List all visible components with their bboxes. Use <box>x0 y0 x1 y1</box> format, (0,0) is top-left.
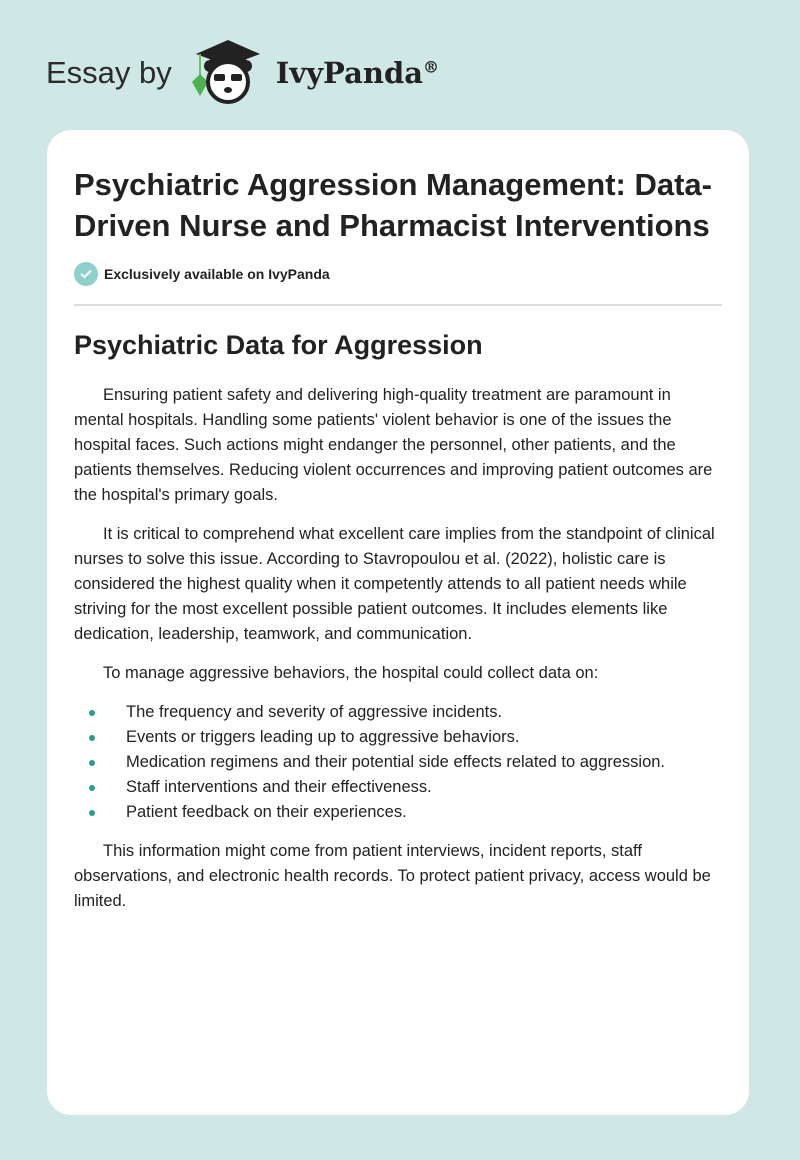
list-item: Medication regimens and their potential side effects related to aggression. <box>74 750 722 775</box>
list-item: Staff interventions and their effectiveness. <box>74 775 722 800</box>
check-icon <box>74 262 98 286</box>
article-card <box>47 130 749 1115</box>
exclusive-text: Exclusively available on IvyPanda <box>104 266 330 282</box>
essay-by-label: Essay by <box>46 55 172 90</box>
brand-text: IvyPanda <box>275 56 424 90</box>
section-heading: Psychiatric Data for Aggression <box>74 330 483 360</box>
divider <box>74 304 722 306</box>
list-item: The frequency and severity of aggressive incidents. <box>74 700 722 725</box>
list-item: Patient feedback on their experiences. <box>74 800 722 825</box>
paragraph: Ensuring patient safety and delivering high-quality treatment are paramount in mental hospitals. Handling some patients' violent behavior is one of the issues the hospital faces. Such actions might endanger the personnel, other patients, and the patients themselves. Reducing violent occurrences and improving patient outcomes are the hospital's primary goals. <box>74 386 713 504</box>
paragraph: To manage aggressive behaviors, the hospital could collect data on: <box>103 664 599 682</box>
paragraph: It is critical to comprehend what excellent care implies from the standpoint of clinical nurses to solve this issue. According to Stavropoulou et al. (2022), holistic care is considered the highest quality when it competently attends to all patient needs while striving for the most excellent possible patient outcomes. It includes elements like dedication, leadership, teamwork, and communication. <box>74 525 715 643</box>
exclusive-badge <box>74 262 722 286</box>
site-header <box>46 38 439 108</box>
data-list <box>74 700 722 825</box>
paragraph: This information might come from patient interviews, incident reports, staff observations, and electronic health records. To protect patient privacy, access would be limited. <box>74 842 711 910</box>
brand-name[interactable] <box>276 56 439 90</box>
list-item: Events or triggers leading up to aggressive behaviors. <box>74 725 722 750</box>
article-title: Psychiatric Aggression Management: Data-Driven Nurse and Pharmacist Interventions <box>74 167 712 243</box>
panda-logo-icon[interactable] <box>186 36 266 111</box>
registered-mark: ® <box>423 57 440 77</box>
